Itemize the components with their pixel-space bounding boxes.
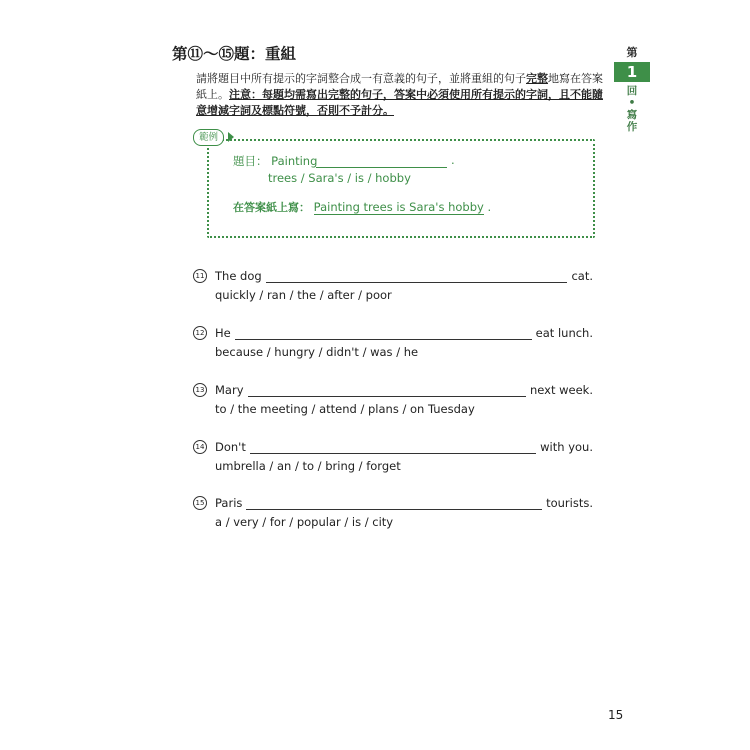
example-answer	[233, 199, 491, 215]
question-words: to / the meeting / attend / plans / on Tuesday	[215, 402, 475, 416]
example-prompt-end: .	[451, 153, 455, 167]
question-end: cat.	[571, 269, 593, 283]
instructions-text: 紙上。	[196, 88, 229, 101]
chapter-tab-label: 寫	[626, 109, 638, 121]
chapter-tab-dot: •	[628, 97, 636, 109]
answer-blank-line	[246, 495, 542, 510]
answer-blank-line	[250, 439, 536, 454]
answer-blank-line	[266, 268, 568, 283]
chapter-tab-number: 1	[614, 62, 650, 82]
question-start: Mary	[215, 383, 244, 397]
example-label: 範例	[193, 129, 224, 146]
question-end: with you.	[540, 440, 593, 454]
example-arrow-icon	[228, 132, 234, 142]
question-sentence	[215, 325, 593, 340]
chapter-tab-top: 第	[626, 46, 638, 59]
example-answer-text: Painting trees is Sara's hobby	[313, 200, 484, 214]
question-end: eat lunch.	[535, 326, 593, 340]
answer-blank-line	[235, 325, 532, 340]
instructions-note: 注意：每題均需寫出完整的句子，答案中必須使用所有提示的字詞，且不能隨	[229, 88, 603, 101]
example-prompt-label: 題目：	[233, 154, 268, 168]
question-number: 14	[193, 440, 207, 454]
chapter-tab-label: 回	[626, 85, 638, 97]
example-answer-end: .	[487, 200, 492, 214]
question-sentence	[215, 495, 593, 510]
example-blank-line	[316, 167, 447, 168]
answer-blank-line	[248, 382, 526, 397]
instructions-emphasis: 完整	[526, 72, 548, 85]
question-words: because / hungry / didn't / was / he	[215, 345, 419, 359]
example-answer-label: 在答案紙上寫：	[233, 201, 310, 214]
example-prompt-words: trees / Sara's / is / hobby	[268, 171, 411, 185]
question-start: He	[215, 326, 231, 340]
question-words: quickly / ran / the / after / poor	[215, 288, 392, 302]
question-words: a / very / for / popular / is / city	[215, 515, 394, 529]
chapter-tab	[614, 44, 650, 133]
question-sentence	[215, 382, 593, 397]
question-sentence	[215, 439, 593, 454]
instructions-note: 意增減字詞及標點符號，否則不予計分。	[196, 104, 394, 117]
question-number: 13	[193, 383, 207, 397]
question-end: next week.	[529, 383, 593, 397]
question-end: tourists.	[546, 496, 593, 510]
instructions-line-1	[196, 70, 603, 86]
chapter-tab-label: 作	[626, 121, 638, 133]
question-start: The dog	[215, 269, 262, 283]
instructions-line-3	[196, 102, 394, 118]
example-prompt	[233, 153, 317, 169]
question-sentence	[215, 268, 593, 283]
section-heading: 第⑪～⑮題：重組	[172, 45, 297, 63]
instructions-line-2	[196, 86, 603, 102]
example-prompt-start: Painting	[271, 154, 318, 168]
question-words: umbrella / an / to / bring / forget	[215, 459, 401, 473]
question-start: Paris	[215, 496, 243, 510]
question-start: Don't	[215, 440, 246, 454]
question-number: 15	[193, 496, 207, 510]
instructions-text: 地寫在答案	[548, 72, 603, 85]
question-number: 12	[193, 326, 207, 340]
page-number: 15	[608, 708, 624, 722]
question-number: 11	[193, 269, 207, 283]
instructions-text: 請將題目中所有提示的字詞整合成一有意義的句子，並將重組的句子	[196, 72, 526, 85]
